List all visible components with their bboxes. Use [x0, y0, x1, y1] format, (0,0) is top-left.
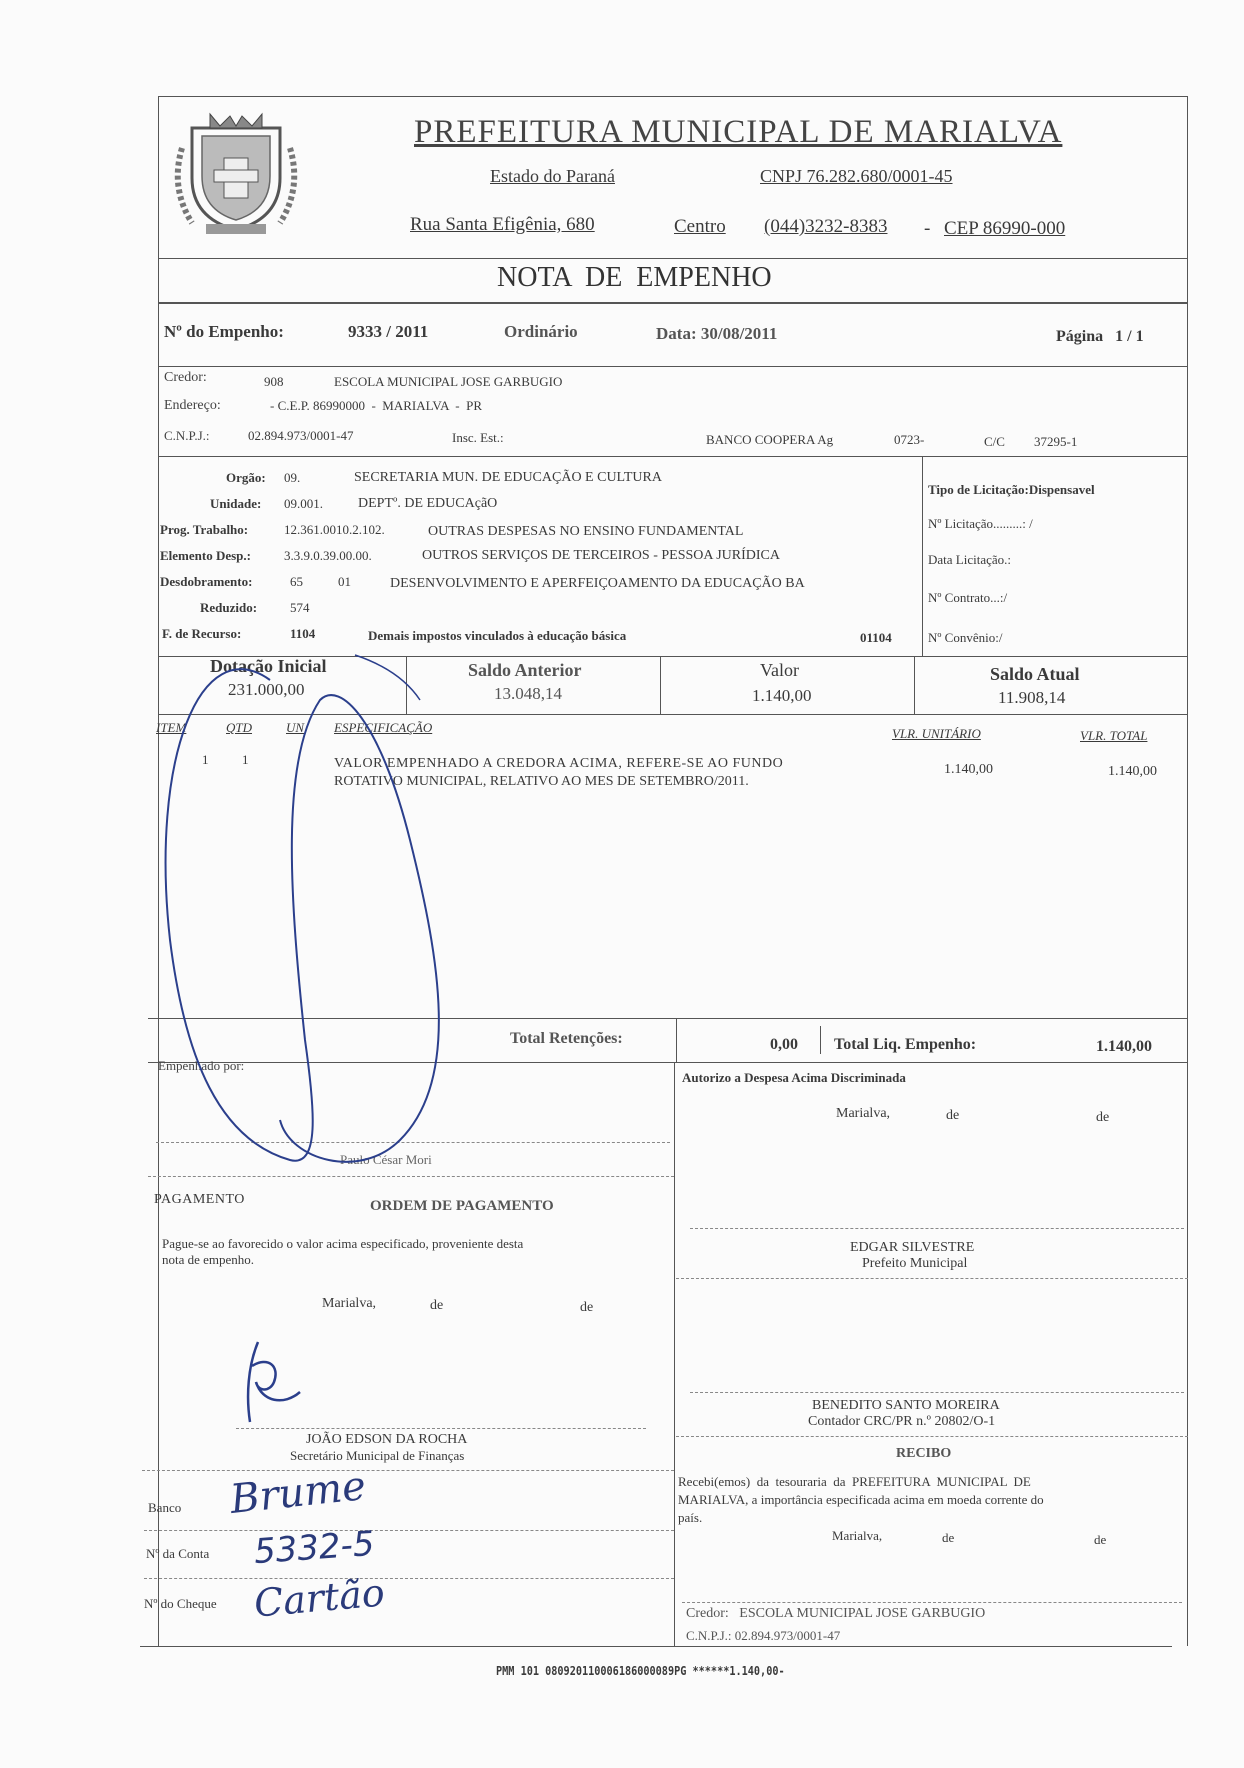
credor-code: 908 [264, 374, 284, 389]
address-phone: (044)3232-8383 [764, 216, 888, 237]
coat-of-arms-logo [162, 108, 310, 238]
banco-handwritten: Brume [227, 1463, 368, 1523]
credor-label: Credor: [164, 370, 207, 385]
cc-label: C/C [984, 434, 1005, 449]
municipality-title: PREFEITURA MUNICIPAL DE MARIALVA [414, 114, 1063, 150]
prog-trabalho-code: 12.361.0010.2.102. [284, 522, 385, 537]
pagamento-text1: Pague-se ao favorecido o valor acima especificado, proveniente desta [162, 1236, 524, 1251]
valor-label: Valor [760, 660, 799, 680]
state-label: Estado do Paraná [490, 166, 615, 186]
item-spec-line1: VALOR EMPENHADO A CREDORA ACIMA, REFERE-SE AO FUNDO [334, 756, 784, 771]
credor-name: ESCOLA MUNICIPAL JOSE GARBUGIO [334, 374, 563, 389]
saldo-atual-value: 11.908,14 [998, 688, 1066, 707]
col-especificacao: ESPECIFICAÇÃO [334, 720, 433, 735]
autorizo-de2: de [1096, 1110, 1110, 1125]
address-district: Centro [674, 216, 726, 237]
item-number: 1 [202, 752, 209, 767]
fonte-recurso-label: F. de Recurso: [162, 626, 242, 641]
saldo-anterior-value: 13.048,14 [494, 684, 562, 703]
address-separator: - [924, 218, 931, 239]
page-number: Página 1 / 1 [1056, 328, 1144, 345]
secretario-signature [240, 1336, 310, 1426]
pagamento-de1: de [430, 1298, 444, 1313]
address-cep: CEP 86990-000 [944, 218, 1066, 239]
desdobramento-code1: 65 [290, 574, 303, 589]
empenho-type: Ordinário [504, 322, 578, 341]
col-vlr-total: VLR. TOTAL [1080, 728, 1148, 743]
footer-barcode-text: PMM 101 080920110006186000089PG ******1.140,00- [496, 1664, 785, 1678]
unidade-value: DEPTº. DE EDUCAçãO [358, 496, 498, 511]
secretario-name: JOÃO EDSON DA ROCHA [306, 1432, 468, 1447]
item-unit-value: 1.140,00 [944, 762, 993, 777]
fonte-recurso-value: Demais impostos vinculados à educação básica [368, 628, 627, 643]
saldo-atual-label: Saldo Atual [990, 664, 1080, 684]
dotacao-inicial-label: Dotação Inicial [210, 656, 327, 676]
total-liquido-label: Total Liq. Empenho: [834, 1036, 977, 1053]
banco-name: BANCO COOPERA Ag [706, 432, 834, 447]
empenho-number: 9333 / 2011 [348, 322, 429, 341]
numero-convenio: Nº Convênio:/ [928, 630, 1003, 645]
recibo-de1: de [942, 1530, 955, 1545]
ordem-pagamento-label: ORDEM DE PAGAMENTO [370, 1198, 554, 1214]
total-liquido-value: 1.140,00 [1096, 1038, 1152, 1055]
pagamento-label: PAGAMENTO [154, 1192, 245, 1207]
address-street: Rua Santa Efigênia, 680 [410, 214, 595, 235]
elemento-code: 3.3.9.0.39.00.00. [284, 548, 372, 563]
total-retencoes-label: Total Retenções: [510, 1030, 623, 1047]
prog-trabalho-label: Prog. Trabalho: [160, 522, 249, 537]
conta-label: Nº da Conta [146, 1546, 210, 1561]
empenho-number-label: Nº do Empenho: [164, 322, 284, 341]
desdobramento-code2: 01 [338, 574, 351, 589]
pagamento-de2: de [580, 1300, 594, 1315]
reduzido-label: Reduzido: [200, 600, 258, 615]
autorizo-label: Autorizo a Despesa Acima Discriminada [682, 1070, 906, 1085]
col-vlr-unitario: VLR. UNITÁRIO [892, 726, 981, 741]
secretario-role: Secretário Municipal de Finanças [290, 1448, 465, 1463]
endereco-value: - C.E.P. 86990000 - MARIALVA - PR [270, 398, 483, 413]
orgao-value: SECRETARIA MUN. DE EDUCAÇÃO E CULTURA [354, 470, 662, 485]
tipo-licitacao: Tipo de Licitação:Dispensavel [928, 482, 1095, 497]
desdobramento-value: DESENVOLVIMENTO E APERFEIÇOAMENTO DA EDUCAÇÃO BA [390, 576, 805, 591]
pagamento-text2: nota de empenho. [162, 1252, 255, 1267]
unidade-code: 09.001. [284, 496, 323, 511]
item-spec-line2: ROTATIVO MUNICIPAL, RELATIVO AO MES DE SETEMBRO/2011. [334, 774, 749, 789]
col-un: UN [286, 720, 305, 735]
prefeito-role: Prefeito Municipal [862, 1256, 968, 1271]
endereco-label: Endereço: [164, 398, 221, 413]
cheque-label: Nº do Cheque [144, 1596, 217, 1611]
unidade-label: Unidade: [210, 496, 262, 511]
contador-name: BENEDITO SANTO MOREIRA [812, 1398, 1000, 1413]
item-total-value: 1.140,00 [1108, 764, 1157, 779]
banco-label: Banco [148, 1500, 182, 1515]
elemento-label: Elemento Desp.: [160, 548, 251, 563]
contador-role: Contador CRC/PR n.º 20802/O-1 [808, 1414, 996, 1429]
valor-value: 1.140,00 [752, 686, 812, 705]
desdobramento-label: Desdobramento: [160, 574, 253, 589]
pagamento-place: Marialva, [322, 1296, 377, 1311]
numero-licitacao: Nº Licitação.........: / [928, 516, 1033, 531]
orgao-label: Orgão: [226, 470, 266, 485]
orgao-code: 09. [284, 470, 301, 485]
credor-cnpj-label: C.N.P.J.: [164, 428, 210, 443]
recibo-de2: de [1094, 1532, 1107, 1547]
conta-handwritten: 5332-5 [252, 1523, 376, 1573]
recibo-place: Marialva, [832, 1528, 883, 1543]
recibo-credor: Credor: ESCOLA MUNICIPAL JOSE GARBUGIO [686, 1606, 986, 1621]
empenhado-por-label: Empenhado por: [158, 1058, 245, 1073]
dotacao-inicial-value: 231.000,00 [228, 680, 305, 699]
total-retencoes-value: 0,00 [770, 1036, 798, 1053]
data-licitacao: Data Licitação.: [928, 552, 1012, 567]
insc-est-label: Insc. Est.: [452, 430, 504, 445]
item-qtd: 1 [242, 752, 249, 767]
saldo-anterior-label: Saldo Anterior [468, 660, 582, 680]
cnpj-label: CNPJ 76.282.680/0001-45 [760, 166, 953, 186]
prog-trabalho-value: OUTRAS DESPESAS NO ENSINO FUNDAMENTAL [428, 524, 744, 539]
fonte-recurso-code: 1104 [290, 626, 316, 641]
recibo-label: RECIBO [896, 1446, 952, 1461]
recibo-cnpj: C.N.P.J.: 02.894.973/0001-47 [686, 1628, 841, 1643]
col-qtd: QTD [226, 720, 253, 735]
banco-conta: 37295-1 [1034, 434, 1078, 449]
document-title: NOTA DE EMPENHO [497, 262, 772, 293]
empenhado-por-name: Paulo César Mori [340, 1152, 432, 1167]
numero-contrato: Nº Contrato...:/ [928, 590, 1008, 605]
autorizo-de1: de [946, 1108, 960, 1123]
credor-cnpj: 02.894.973/0001-47 [248, 428, 354, 443]
recibo-text2: MARIALVA, a importância especificada acima em moeda corrente do [678, 1492, 1044, 1507]
recibo-text1: Recebi(emos) da tesouraria da PREFEITURA MUNICIPAL DE [678, 1474, 1031, 1489]
fonte-recurso-code2: 01104 [860, 630, 892, 645]
cheque-handwritten: Cartão [252, 1570, 387, 1626]
col-item: ITEM [156, 720, 187, 735]
recibo-text3: país. [678, 1510, 703, 1525]
empenho-date: Data: 30/08/2011 [656, 324, 778, 343]
reduzido-value: 574 [290, 600, 310, 615]
elemento-value: OUTROS SERVIÇOS DE TERCEIROS - PESSOA JURÍDICA [422, 548, 781, 563]
banco-agencia: 0723- [894, 432, 925, 447]
autorizo-place: Marialva, [836, 1106, 891, 1121]
prefeito-name: EDGAR SILVESTRE [850, 1240, 975, 1255]
